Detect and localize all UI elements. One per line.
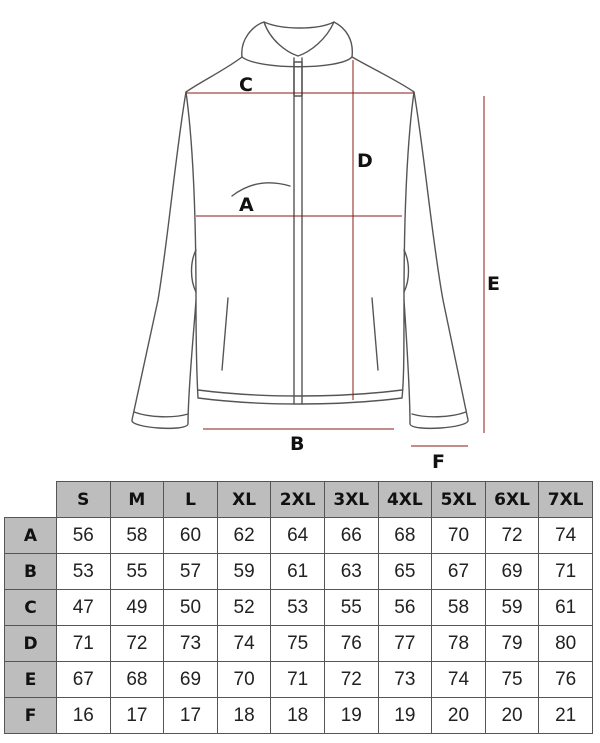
table-cell: 75 (485, 662, 539, 698)
table-cell: 72 (485, 518, 539, 554)
size-chart-table (4, 481, 593, 734)
row-label-a: A (5, 518, 57, 554)
jacket-outline (132, 22, 468, 428)
table-cell: 18 (271, 698, 325, 734)
table-cell: 53 (271, 590, 325, 626)
size-header-row (5, 482, 593, 518)
table-row (5, 518, 593, 554)
label-f: F (432, 451, 445, 470)
table-cell: 65 (378, 554, 432, 590)
table-cell: 76 (324, 626, 378, 662)
table-cell: 70 (432, 518, 486, 554)
table-cell: 74 (432, 662, 486, 698)
table-cell: 55 (324, 590, 378, 626)
table-cell: 52 (217, 590, 271, 626)
size-header-xl: XL (217, 482, 271, 518)
table-cell: 55 (110, 554, 164, 590)
size-header-l: L (164, 482, 218, 518)
label-d: D (357, 150, 373, 172)
row-label-e: E (5, 662, 57, 698)
table-cell: 53 (57, 554, 111, 590)
table-cell: 69 (485, 554, 539, 590)
table-cell: 61 (271, 554, 325, 590)
table-row (5, 662, 593, 698)
table-cell: 64 (271, 518, 325, 554)
table-cell: 70 (217, 662, 271, 698)
table-cell: 67 (432, 554, 486, 590)
table-cell: 16 (57, 698, 111, 734)
table-cell: 68 (378, 518, 432, 554)
row-label-f: F (5, 698, 57, 734)
table-cell: 75 (271, 626, 325, 662)
table-cell: 20 (432, 698, 486, 734)
table-cell: 57 (164, 554, 218, 590)
table-cell: 58 (432, 590, 486, 626)
table-cell: 79 (485, 626, 539, 662)
table-cell: 72 (324, 662, 378, 698)
table-cell: 74 (539, 518, 593, 554)
size-header-6xl: 6XL (485, 482, 539, 518)
row-label-b: B (5, 554, 57, 590)
table-cell: 17 (110, 698, 164, 734)
table-cell: 71 (539, 554, 593, 590)
table-cell: 20 (485, 698, 539, 734)
table-cell: 77 (378, 626, 432, 662)
table-row (5, 554, 593, 590)
table-row (5, 626, 593, 662)
table-row (5, 590, 593, 626)
size-header-2xl: 2XL (271, 482, 325, 518)
table-cell: 63 (324, 554, 378, 590)
table-cell: 71 (271, 662, 325, 698)
table-cell: 60 (164, 518, 218, 554)
size-header-4xl: 4XL (378, 482, 432, 518)
table-cell: 19 (324, 698, 378, 734)
table-cell: 49 (110, 590, 164, 626)
label-a: A (239, 194, 254, 216)
label-c: C (239, 74, 253, 96)
table-corner (5, 482, 57, 518)
table-cell: 74 (217, 626, 271, 662)
measurement-lines (186, 60, 484, 446)
table-cell: 68 (110, 662, 164, 698)
label-e: E (487, 273, 500, 295)
table-cell: 67 (57, 662, 111, 698)
table-cell: 69 (164, 662, 218, 698)
size-header-7xl: 7XL (539, 482, 593, 518)
table-cell: 21 (539, 698, 593, 734)
table-cell: 66 (324, 518, 378, 554)
table-cell: 19 (378, 698, 432, 734)
table-cell: 73 (164, 626, 218, 662)
table-cell: 56 (57, 518, 111, 554)
size-header-3xl: 3XL (324, 482, 378, 518)
table-cell: 72 (110, 626, 164, 662)
table-cell: 80 (539, 626, 593, 662)
size-header-s: S (57, 482, 111, 518)
table-cell: 59 (217, 554, 271, 590)
table-cell: 47 (57, 590, 111, 626)
table-cell: 58 (110, 518, 164, 554)
table-cell: 78 (432, 626, 486, 662)
table-cell: 71 (57, 626, 111, 662)
label-b: B (290, 433, 305, 455)
table-cell: 73 (378, 662, 432, 698)
table-cell: 17 (164, 698, 218, 734)
size-header-m: M (110, 482, 164, 518)
row-label-d: D (5, 626, 57, 662)
table-row (5, 698, 593, 734)
table-cell: 59 (485, 590, 539, 626)
table-cell: 50 (164, 590, 218, 626)
table-cell: 76 (539, 662, 593, 698)
size-header-5xl: 5XL (432, 482, 486, 518)
table-cell: 56 (378, 590, 432, 626)
table-cell: 18 (217, 698, 271, 734)
measurement-labels (239, 74, 500, 470)
row-label-c: C (5, 590, 57, 626)
table-cell: 62 (217, 518, 271, 554)
table-cell: 61 (539, 590, 593, 626)
